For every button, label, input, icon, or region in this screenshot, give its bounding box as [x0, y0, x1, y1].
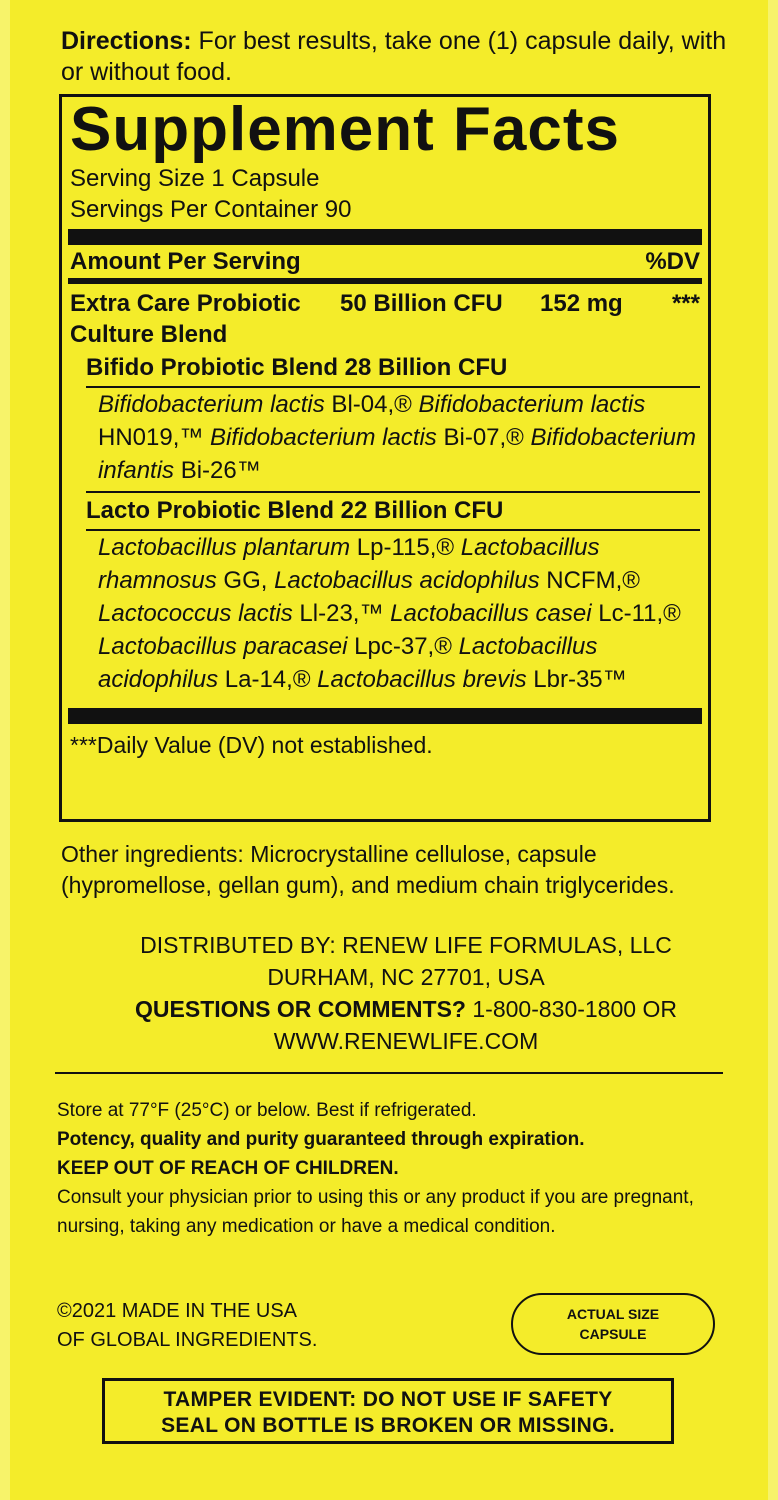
strain-species: Lactobacillus casei [390, 600, 592, 627]
capsule-line1: ACTUAL SIZE [566, 1306, 660, 1322]
lacto-strain-list [86, 531, 700, 700]
strain-id: Lbr-35™ [526, 666, 627, 693]
strain-id: Lc-11,® [591, 600, 681, 627]
serving-size: Serving Size 1 Capsule [70, 165, 320, 192]
strain-species: Lactobacillus acidophilus [274, 567, 540, 594]
strain-id: HN019,™ [98, 424, 211, 451]
strain-species: Lactococcus lactis [98, 600, 293, 627]
medium-divider [68, 278, 702, 284]
questions-label: QUESTIONS OR COMMENTS? [135, 996, 466, 1022]
tamper-line1: TAMPER EVIDENT: DO NOT USE IF SAFETY [163, 1388, 613, 1411]
bifido-blend [86, 386, 700, 493]
facts-title: Supplement Facts [70, 95, 620, 164]
distributor-info [61, 929, 751, 1057]
distributor-line2: DURHAM, NC 27701, USA [267, 964, 545, 990]
store-text: Store at 77°F (25°C) or below. Best if refrigerated. [57, 1100, 477, 1121]
strain-id: Bl-04,® [324, 391, 419, 418]
left-edge-shading [0, 0, 10, 1500]
strain-species: Lactobacillus paracasei [98, 633, 348, 660]
right-edge-shading [768, 0, 778, 1500]
phone-number: 1-800-830-1800 OR [472, 996, 677, 1022]
lacto-blend [86, 529, 700, 700]
ingredient-dv: *** [671, 290, 700, 317]
dv-footnote: ***Daily Value (DV) not established. [70, 732, 433, 758]
strain-id: NCFM,® [539, 567, 640, 594]
made-in-line1: ©2021 MADE IN THE USA [57, 1300, 297, 1322]
strain-id: Ll-23,™ [292, 600, 391, 627]
strain-species: Bifidobacterium lactis [418, 391, 646, 418]
strain-id: Lp-115,® [350, 534, 461, 561]
capsule-line2: CAPSULE [579, 1326, 647, 1342]
website: WWW.RENEWLIFE.COM [273, 1028, 539, 1054]
strain-id: La-14,® [218, 666, 318, 693]
strain-species: Bifidobacterium lactis [210, 424, 437, 451]
thick-divider [68, 229, 702, 245]
ingredient-cfu: 50 Billion CFU [340, 290, 503, 317]
strain-id: Bi-26™ [174, 457, 261, 484]
questions-line [61, 993, 751, 1025]
strain-species: Lactobacillus acidophilus [98, 633, 598, 693]
tamper-evident-box [102, 1378, 674, 1444]
strain-id: Bi-07,® [436, 424, 531, 451]
supplement-facts-panel [59, 94, 711, 822]
ingredient-mg: 152 mg [540, 290, 623, 317]
potency-text: Potency, quality and purity guaranteed through expiration. [57, 1129, 585, 1150]
other-ingredients: Other ingredients: Microcrystalline cellulose, capsule (hypromellose, gellan gum), and medium chain triglycerides. [61, 841, 675, 898]
strain-id: Lpc-37,® [347, 633, 459, 660]
ingredient-name: Extra Care Probiotic Culture Blend [70, 290, 301, 348]
bifido-strain-list [86, 388, 700, 491]
strain-species: Bifidobacterium infantis [98, 424, 696, 484]
strain-species: Lactobacillus plantarum [98, 534, 351, 561]
strain-species: Lactobacillus brevis [317, 666, 527, 693]
consult-text: Consult your physician prior to using this or any product if you are pregnant, nursing, taking any medication or have a medical condition. [57, 1187, 694, 1237]
directions [61, 26, 751, 88]
distributor-line1: DISTRIBUTED BY: RENEW LIFE FORMULAS, LLC [140, 932, 672, 958]
tamper-line2: SEAL ON BOTTLE IS BROKEN OR MISSING. [161, 1414, 615, 1437]
directions-label: Directions: [61, 27, 192, 55]
keep-out-text: KEEP OUT OF REACH OF CHILDREN. [57, 1158, 399, 1179]
ingredient-row [70, 288, 700, 350]
strain-id: GG, [216, 567, 275, 594]
actual-size-capsule [511, 1293, 715, 1355]
lacto-blend-heading: Lacto Probiotic Blend 22 Billion CFU [86, 497, 504, 524]
amount-per-serving-label: Amount Per Serving [70, 248, 301, 275]
dv-header: %DV [645, 248, 700, 275]
storage-warnings [57, 1096, 707, 1241]
strain-species: Bifidobacterium lactis [98, 391, 325, 418]
bifido-blend-heading: Bifido Probiotic Blend 28 Billion CFU [86, 354, 508, 381]
thick-divider-bottom [68, 708, 702, 724]
made-in-line2: OF GLOBAL INGREDIENTS. [57, 1329, 318, 1351]
made-in-usa [57, 1297, 377, 1355]
strain-species: Lactobacillus rhamnosus [98, 534, 600, 594]
directions-text: For best results, take one (1) capsule daily, with or without food. [61, 27, 727, 86]
servings-per-container: Servings Per Container 90 [70, 196, 352, 223]
amount-per-serving-row [70, 245, 700, 278]
section-rule [55, 1072, 723, 1074]
